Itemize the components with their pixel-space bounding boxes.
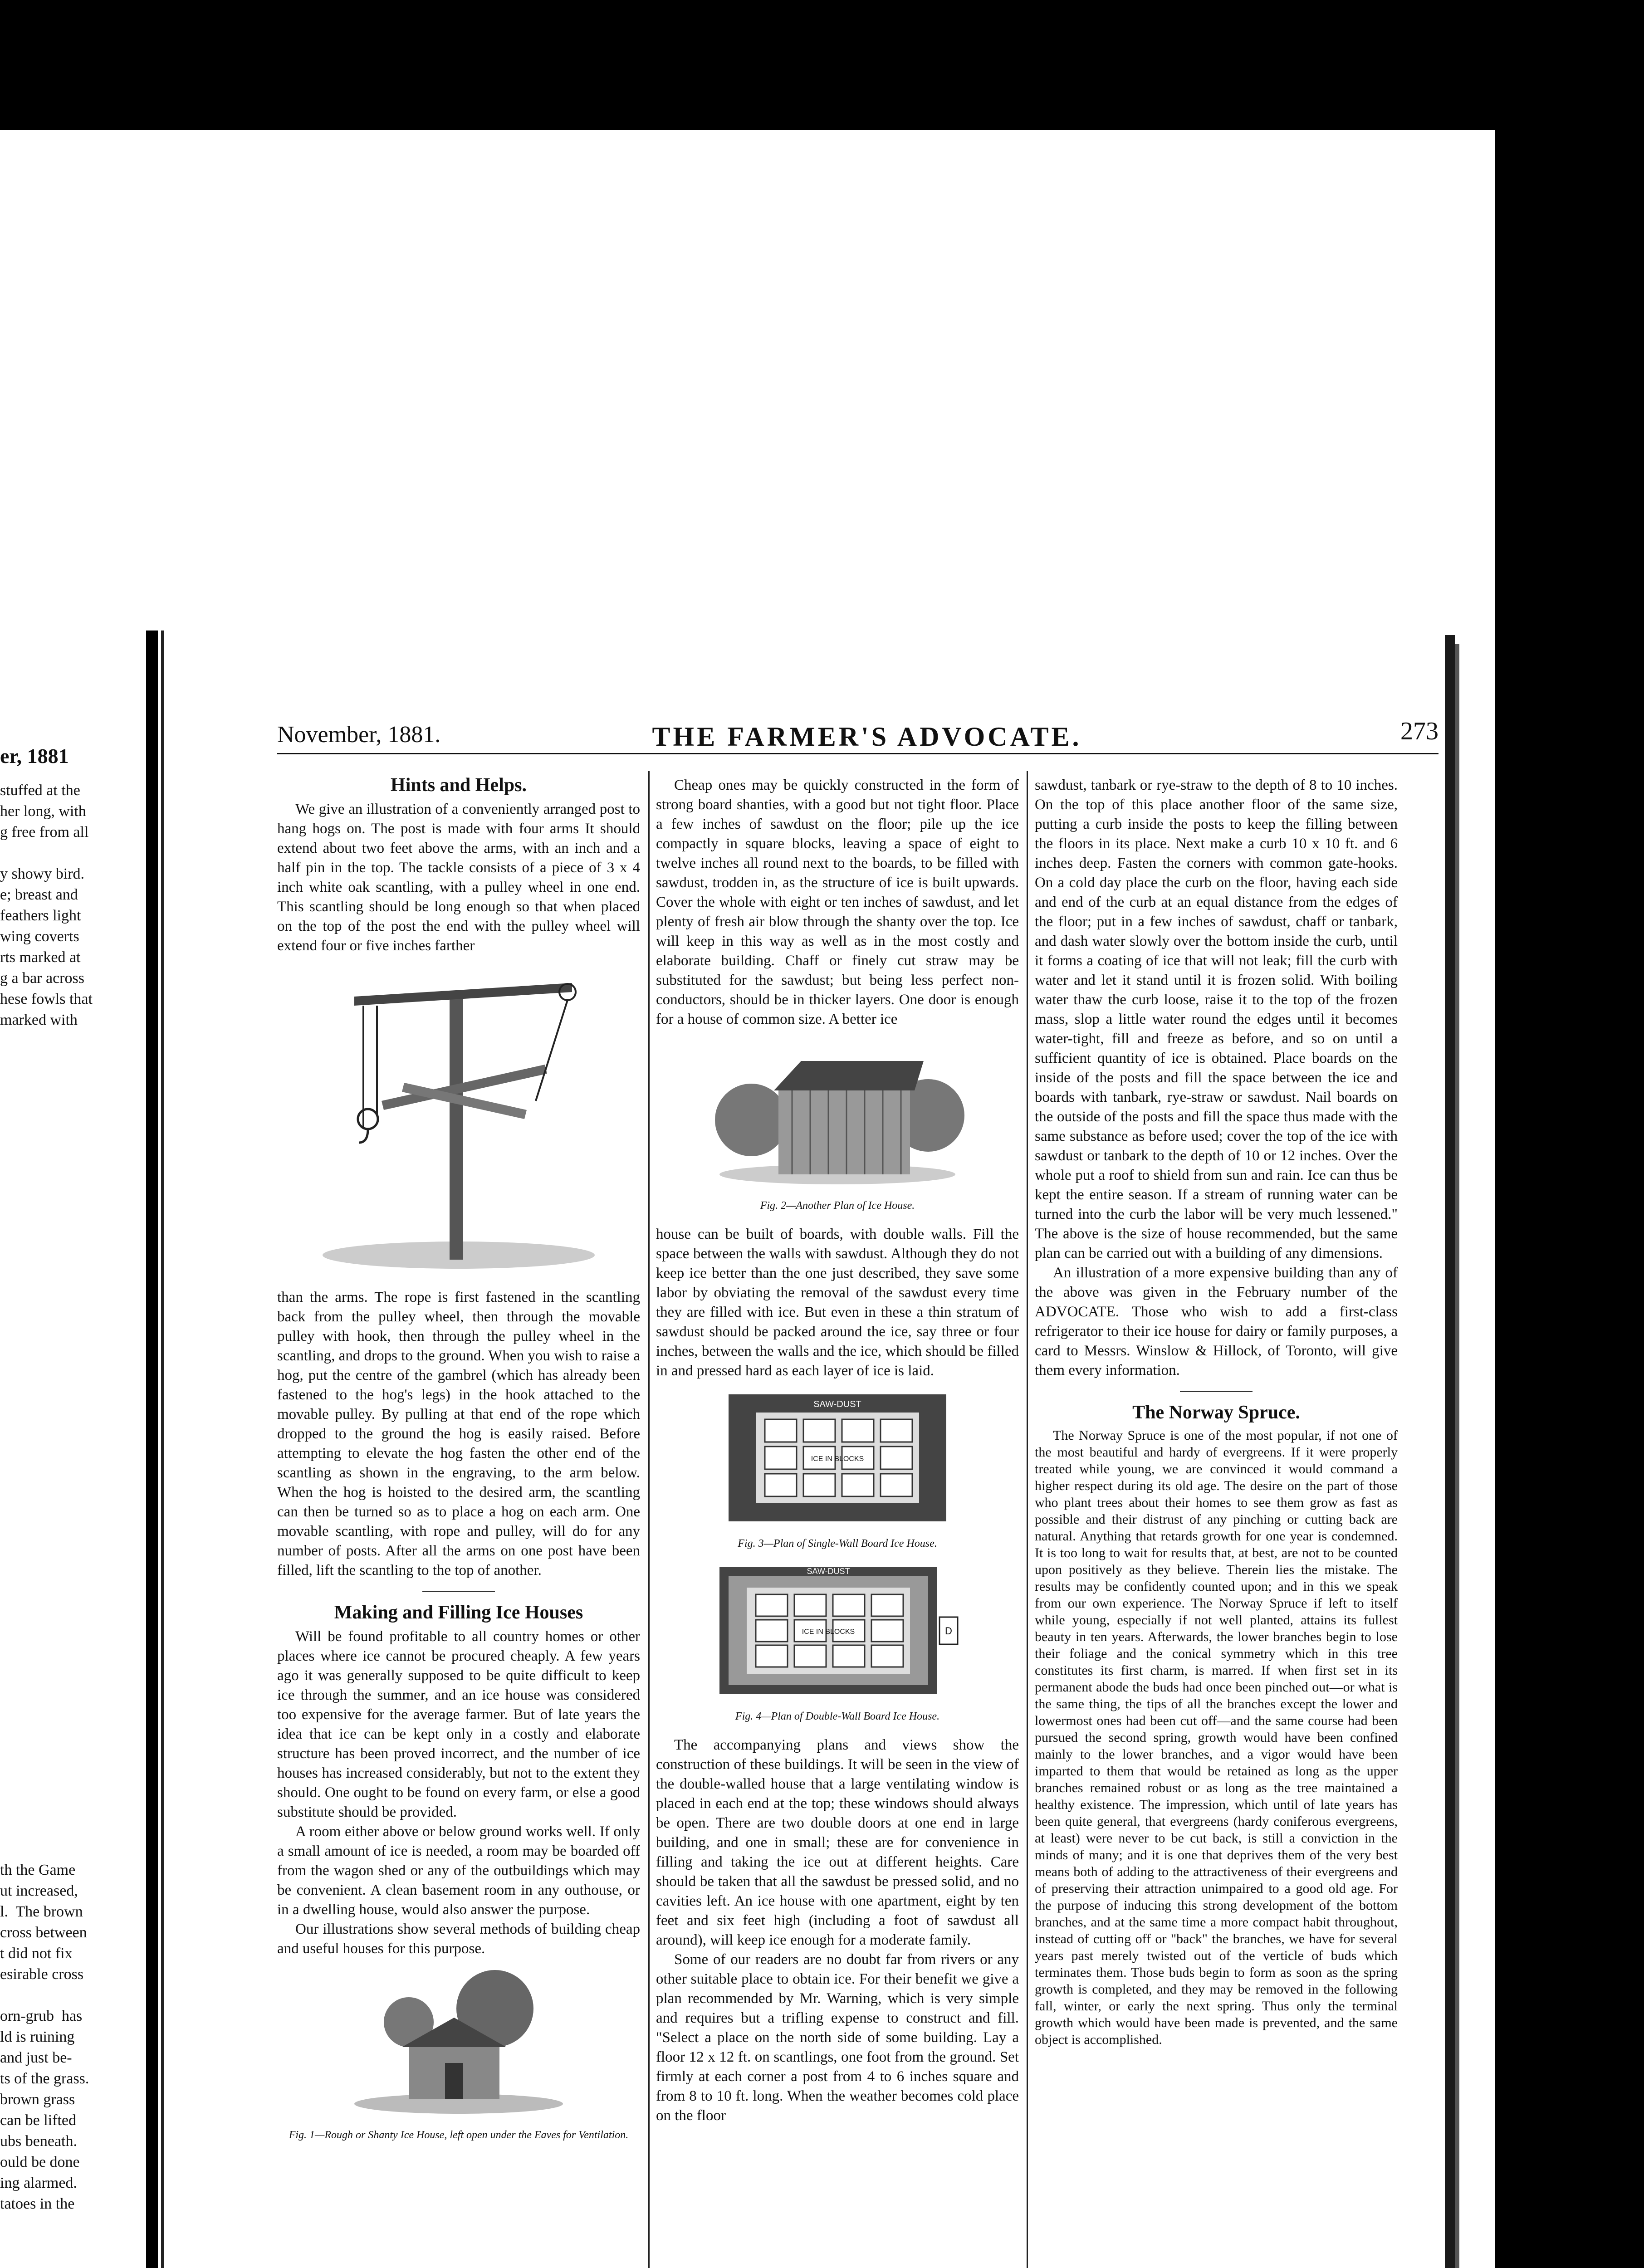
paragraph: Cheap ones may be quickly constructed in the form of strong board shanties, with a good but not tight floor. Place a few inches of sawdust on the floor; pile up the ice compactly in square blocks, leaving a space of eight to twelve inches all round next to the boards, to be filled with sawdust, trodden in, as the structure of ice is built upwards. Cover the whole with eight or ten inches of sawdust, and let plenty of fresh air blow through the shanty over the top. Ice will keep in this way as well as in the most costly and elaborate building. Chaff or finely cut straw may be substituted for the sawdust; but being less perfect non-conductors, should be in thicker layers. One door is enough for a house of common size. A better ice [656, 777, 1019, 1027]
paragraph: Will be found profitable to all country homes or other places where ice cannot be procured cheaply. A few years ago it was generally supposed to be quite difficult to keep ice through the summer, and an ice house was considered too expensive for the average farmer. But of late years the idea that ice can be kept only in a costly and elaborate structure has been proved incorrect, and the number of ice houses has increased considerably, but not to the extent they should. One ought to be found on every farm, or else a good substitute should be provided. [277, 1628, 640, 1820]
board-ice-house-icon [710, 1038, 964, 1188]
hog-hanging-post-icon [300, 965, 617, 1273]
plan-label: ICE IN BLOCKS [811, 1455, 864, 1463]
section-divider [1180, 1391, 1253, 1392]
figure-caption: Fig. 1—Rough or Shanty Ice House, left open under the Eaves for Ventilation. [289, 2129, 629, 2141]
hog-post-illustration [277, 965, 640, 1279]
book-spine [146, 631, 158, 2268]
figure-4 [656, 1563, 1019, 1726]
column-1 [277, 776, 640, 2154]
previous-page-header: er, 1881 [0, 744, 69, 767]
paragraph: The Norway Spruce is one of the most popular, if not one of the most beautiful and hardy of evergreens. If it were properly treated while young, we are convinced it would command a higher respect during its old age. The desire on the part of those who plant trees about their homes to see them grow as fast as possible and their distrust of any pinching or cutting back are natural. Anything that retards growth for one year is condemned. It is too long to wait for results that, at best, are not to be counted upon positively as they believe. Therein lies the mistake. The results may be confidently counted upon; and in this we speak from our own experience. The Norway Spruce if left to itself while young, especially if not well planted, attains its fullest beauty in ten years. Afterwards, the lower branches begin to lose their foliage and the conical symmetry which in this tree constitutes its first charm, is marred. If when first set in its permanent abode the buds had once been pinched out—or what is the same thing, the tips of all the branches except the lower and lowermost ones had been cut off—and the same course had been pursued the second spring, growth would have been confined mainly to the lower branches, and a vigor would have been imparted to them that would be retained as long as the upper branches remained robust or as long as the tree maintained a healthy existence. The impression, which until of late years has been quite general, that evergreens (hardy coniferous evergreens, at least) were never to be cut back, is still a conviction in the minds of many; and it is one that deprives them of the very best means both of adding to the attractiveness of their evergreens and of preserving their attraction unimpaired to a good old age. For the purpose of inducing this strong development of the bottom branches, and at the same time a more compact habit throughout, instead of cutting off or "back" the branches, we have for several years past merely twisted out of the verticle of buds which terminates them. Those buds begin to form as soon as the spring growth is completed, and they may be removed in the following fall, winter, or early the next spring. Thus only the terminal growth which would have been made is prevented, and the same object is accomplished. [1035, 1428, 1398, 2047]
figure-3 [656, 1390, 1019, 1554]
paragraph: The accompanying plans and views show the construction of these buildings. It will be seen in the view of the double-walled house that a large ventilating window is placed in each end at the top; these windows should always be open. There are two double doors at one end in large building, and one in small; these are for convenience in filling and taking the ice out at different heights. Care should be taken that all the sawdust be pressed solid, and no cavities left. An ice house with one apartment, eight by ten feet and six feet high (including a foot of sawdust all around), will keep ice enough for a moderate family. [656, 1737, 1019, 1948]
figure-caption: Fig. 2—Another Plan of Ice House. [760, 1200, 915, 1212]
paragraph: than the arms. The rope is first fastened in the scantling back from the pulley wheel, then through the movable pulley with hook, then through the pulley wheel in the scantling, and drops to the ground. When you wish to raise a hog, put the centre of the gambrel (which has already been fastened to the hog's legs) in the hook attached to the movable pulley. By pulling at that end of the rope which dropped to the ground the hog is easily raised. Before attempting to elevate the hog fasten the other end of the scantling as shown in the engraving, to the arm below. When the hog is hoisted to the desired arm, the scantling can then be turned so as to place a hog on each arm. One movable scantling, with rope and pulley, will do for any number of posts. After all the arms on one post have been filled, lift the scantling to the top of another. [277, 1289, 640, 1579]
paragraph: house can be built of boards, with double walls. Fill the space between the walls with sawdust. Although they do not keep ice better than the one just described, they save some labor by obviating the removal of the sawdust every time they are filled with ice. But even in these a thin stratum of sawdust should be packed around the ice, say three or four inches, between the walls and the ice, which should be filled in and pressed hard as each layer of ice is laid. [656, 1226, 1019, 1379]
page-edge-shadow [1455, 644, 1459, 2268]
newspaper-page [161, 631, 1448, 2268]
double-wall-plan-icon [715, 1563, 960, 1699]
column-3 [1035, 776, 1398, 2048]
page-number: 273 [1400, 717, 1438, 745]
figure-caption: Fig. 3—Plan of Single-Wall Board Ice House. [738, 1538, 937, 1549]
column-2 [656, 776, 1019, 2126]
plan-label: ICE IN BLOCKS [802, 1628, 855, 1636]
figure-1 [277, 1968, 640, 2145]
paragraph: We give an illustration of a conveniently arranged post to hang hogs on. The post is made with four arms It should extend about two feet above the arms, with an inch and a half pin in the top. The tackle consists of a piece of 3 x 4 inch white oak scantling, with a pulley wheel in one end. This scantling should be long enough so that when placed on the top of the post the end with the pulley wheel will extend four or five inches farther [277, 801, 640, 954]
paragraph: An illustration of a more expensive building than any of the above was given in the February number of the ADVOCATE. Those who wish to add a first-class refrigerator to their ice house for dairy or family purposes, a card to Messrs. Winslow & Hillock, of Toronto, will give them every information. [1035, 1265, 1398, 1378]
issue-date: November, 1881. [277, 722, 441, 748]
plan-label: SAW-DUST [813, 1399, 861, 1409]
plan-label: SAW-DUST [807, 1567, 850, 1576]
column-rule [648, 771, 650, 2268]
figure-caption: Fig. 4—Plan of Double-Wall Board Ice House. [735, 1711, 940, 1722]
figure-2 [656, 1038, 1019, 1216]
paragraph: sawdust, tanbark or rye-straw to the depth of 8 to 10 inches. On the top of this place another floor of the same size, putting a curb inside the posts to keep the filling between the floors in its place. Next make a curb 10 x 10 ft. and 6 inches deep. Fasten the corners with common gate-hooks. On a cold day place the curb on the floor, having each side and end of the curb at an equal distance from the edges of the floor; put in a few inches of sawdust, chaff or tanbark, and dash water slowly over the bottom inside the curb, until it forms a coating of ice that will not leak; fill the curb with water and let it stand until it is frozen solid. With boiling water thaw the curb loose, raise it to the top of the frozen mass, slop a little water round the edges until it becomes water-tight, fill and freeze as before, and so on until a sufficient quantity of ice is obtained. Place boards on the inside of the posts and fill the space between the ice and boards with tanbark, rye-straw or sawdust. Nail boards on the outside of the posts and fill the space thus made with the same substance as before used; cover the top of the ice with sawdust or tanbark to the depth of 10 or 12 inches. Over the whole put a roof to shield from sun and rain. Ice can thus be kept the entire season. If a stream of running water can be turned into the curb the labor will be very much lessened." The above is the size of house recommended, but the same plan can be carried out with a building of any dimensions. [1035, 777, 1398, 1261]
running-header [277, 717, 1438, 754]
masthead: THE FARMER'S ADVOCATE. [652, 722, 1082, 752]
article-title-norway-spruce: The Norway Spruce. [1132, 1402, 1300, 1423]
paragraph: Our illustrations show several methods of building cheap and useful houses for this purpose. [277, 1921, 640, 1957]
previous-page-text-bottom: th the Game ut increased, l. The brown cross between t did not fix esirable cross orn-grub has ld is ruining and just be- ts of the grass. brown grass can be lifted ubs beneath. ould be done ing alarmed. tatoes in the [0, 1862, 89, 2212]
previous-page-fragment [0, 744, 145, 2268]
plan-door-label: D [945, 1625, 952, 1637]
paragraph: A room either above or below ground works well. If only a small amount of ice is needed, a room may be boarded off from the wagon shed or any of the outbuildings which may be convenient. A clean basement room in any outhouse, or in a dwelling house, would also answer the purpose. [277, 1823, 640, 1918]
single-wall-plan-icon [724, 1390, 951, 1526]
article-title-hints-and-helps: Hints and Helps. [391, 775, 527, 796]
column-rule [1027, 771, 1028, 2268]
article-title-ice-houses: Making and Filling Ice Houses [334, 1602, 583, 1623]
previous-page-text-top: stuffed at the her long, with g free from all y showy bird. e; breast and feathers light wing coverts rts marked at g a bar across hese fowls that marked with [0, 782, 93, 1028]
shanty-ice-house-icon [345, 1968, 572, 2117]
paragraph: Some of our readers are no doubt far from rivers or any other suitable place to obtain ice. For their benefit we give a plan recommended by Mr. Warning, which is very simple and requires but a trifling expense to construct and fill. "Select a place on the north side of some building. Lay a floor 12 x 12 ft. on scantlings, one foot from the ground. Set firmly at each corner a post from 4 to 6 inches square and from 8 to 10 ft. long. When the weather becomes cold place on the floor [656, 1951, 1019, 2124]
section-divider [422, 1591, 495, 1592]
